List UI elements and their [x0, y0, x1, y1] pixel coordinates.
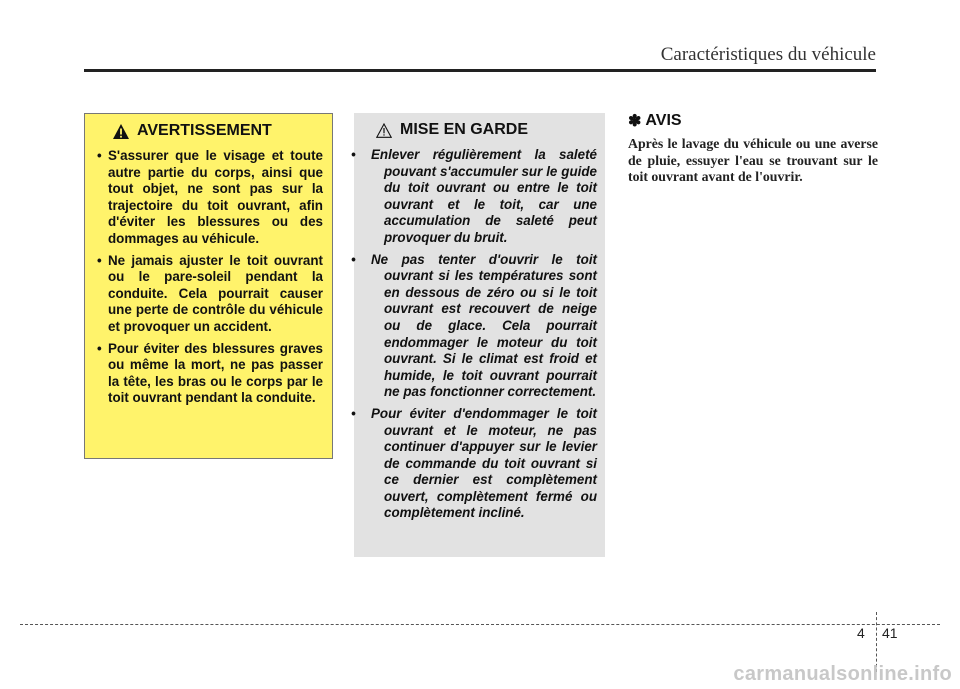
warning-box	[84, 113, 333, 459]
caution-item: • Pour éviter d'endommager le toit ouvrant et le moteur, ne pas continuer d'appuyer sur le levier de commande du toit ouvrant si ce dernier est complètement ouvert, complètement fermé ou complètement incliné.	[364, 406, 597, 522]
footer-dashed-rule	[20, 624, 940, 625]
warning-item: • S'assurer que le visage et toute autre partie du corps, ainsi que tout objet, ne sont pas sur la trajectoire du toit ouvrant, afin d'éviter les blessures ou des dommages au véhicule.	[95, 148, 323, 248]
warning-triangle-icon	[113, 124, 129, 139]
caution-title	[364, 121, 597, 139]
caution-item: • Ne pas tenter d'ouvrir le toit ouvrant si les températures sont en dessous de zéro ou si le toit ouvrant est recouvert de neige ou de glace. Cela pourrait endommager le moteur du toit ouvrant. Si le climat est froid et humide, le toit ouvrant pourrait ne pas fonctionner correctement.	[364, 252, 597, 401]
chapter-number: 4	[857, 625, 865, 641]
notice-text: Après le lavage du véhicule ou une averse de pluie, essuyer l'eau se trouvant sur le toit ouvrant avant de l'ouvrir.	[628, 136, 878, 185]
caution-item: • Enlever régulièrement la saleté pouvant s'accumuler sur le guide du toit ouvrant ou entre le toit ouvrant et le toit, car une accumulation de saleté peut provoquer du bruit.	[364, 147, 597, 247]
notice-title-text: AVIS	[645, 112, 682, 129]
caution-title-text: MISE EN GARDE	[400, 121, 529, 138]
page-header-title: Caractéristiques du véhicule	[660, 44, 876, 65]
warning-title	[95, 122, 323, 140]
watermark: carmanualsonline.info	[733, 663, 952, 685]
caution-box	[354, 113, 605, 557]
notice-asterisk-icon: ✽	[628, 113, 642, 130]
notice-section	[628, 111, 878, 186]
warning-list	[95, 148, 323, 407]
warning-item: • Ne jamais ajuster le toit ouvrant ou le pare-soleil pendant la conduite. Cela pourrait causer une perte de contrôle du véhicule et provoquer un accident.	[95, 253, 323, 336]
notice-title	[628, 111, 878, 131]
caution-triangle-icon	[376, 123, 392, 138]
page-number: 41	[882, 625, 898, 641]
header-rule	[84, 69, 876, 72]
warning-title-text: AVERTISSEMENT	[137, 122, 272, 139]
caution-list	[364, 147, 597, 522]
warning-item: • Pour éviter des blessures graves ou même la mort, ne pas passer la tête, les bras ou le corps par le toit ouvrant pendant la conduite.	[95, 341, 323, 407]
